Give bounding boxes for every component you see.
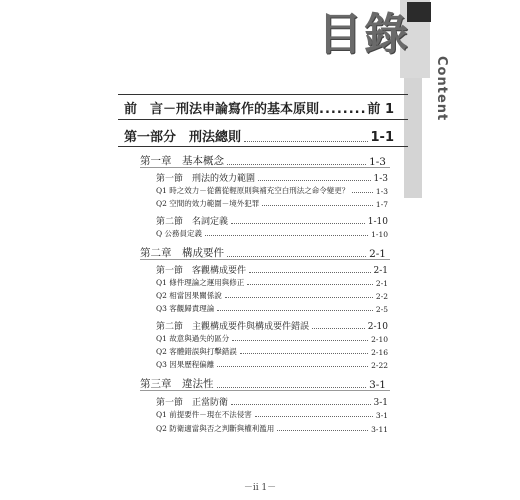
toc-question[interactable] xyxy=(156,346,388,357)
toc-page: 3-1 xyxy=(369,379,386,391)
chapter-rule xyxy=(140,390,390,391)
toc-question[interactable] xyxy=(156,303,388,314)
toc-page: 1-3 xyxy=(375,187,388,196)
toc-leader xyxy=(277,430,368,431)
toc-label: Q3 客觀歸責理論 xyxy=(156,304,215,313)
side-vertical-bar xyxy=(404,78,422,198)
toc-leader xyxy=(249,272,370,273)
toc-page: 2-10 xyxy=(367,322,388,332)
toc-leader xyxy=(227,164,366,165)
toc-label: Q1 前提要件－現在不法侵害 xyxy=(156,410,252,419)
toc-leader xyxy=(205,235,368,236)
toc-section[interactable] xyxy=(156,171,388,184)
toc-page: 2-2 xyxy=(375,292,388,301)
toc-label: Q1 故意與過失的區分 xyxy=(156,334,230,343)
toc-question[interactable] xyxy=(156,198,388,209)
toc-page: 1-10 xyxy=(371,230,388,239)
toc-chapter-3[interactable] xyxy=(140,376,386,391)
chapter-rule xyxy=(140,167,390,168)
toc-section[interactable] xyxy=(156,395,388,408)
toc-question[interactable] xyxy=(156,228,388,239)
toc-question[interactable] xyxy=(156,333,388,344)
toc-label: 第三章 違法性 xyxy=(140,378,214,390)
toc-leader xyxy=(217,310,373,311)
toc-question[interactable] xyxy=(156,185,388,196)
toc-label: 第一節 正當防衛 xyxy=(156,398,229,408)
toc-section[interactable] xyxy=(156,319,388,332)
toc-leader xyxy=(319,102,367,117)
toc-page: 2-10 xyxy=(371,335,388,344)
toc-leader xyxy=(240,353,368,354)
toc-leader xyxy=(247,284,373,285)
toc-leader xyxy=(255,416,373,417)
page-subtitle: Content xyxy=(434,56,449,122)
toc-page: 3-1 xyxy=(375,411,388,420)
intro-top-rule xyxy=(118,94,408,95)
toc-label: Q2 防衛適當與否之判斷與權利濫用 xyxy=(156,424,275,433)
toc-leader xyxy=(258,180,370,181)
toc-section[interactable] xyxy=(156,214,388,227)
toc-label: 第一節 客觀構成要件 xyxy=(156,266,247,276)
toc-chapter-1[interactable] xyxy=(140,153,386,168)
toc-label: Q2 空間的效力範圍－境外犯罪 xyxy=(156,199,260,208)
toc-question[interactable] xyxy=(156,423,388,434)
page-number: －ii 1－ xyxy=(243,483,277,493)
toc-label: 第一部分 刑法總則 xyxy=(124,130,242,145)
intro-bottom-rule xyxy=(118,119,408,120)
toc-label: 前 言－刑法申論寫作的基本原則 xyxy=(124,102,320,117)
toc-page: 2-1 xyxy=(369,248,386,260)
toc-page: 2-22 xyxy=(371,361,388,370)
toc-page: 1-3 xyxy=(373,174,388,184)
toc-label: Q1 時之效力－從舊從輕原則與補充空白刑法之命令變更？ xyxy=(156,186,350,195)
toc-leader xyxy=(352,192,373,193)
toc-label: 第二節 主觀構成要件與構成要件錯誤 xyxy=(156,322,310,332)
toc-page: 3-11 xyxy=(371,425,388,434)
toc-label: 第二節 名詞定義 xyxy=(156,217,229,227)
toc-label: Q2 相當因果關係說 xyxy=(156,291,222,300)
toc-intro[interactable] xyxy=(124,98,394,117)
toc-leader xyxy=(225,297,373,298)
toc-page: 3-1 xyxy=(373,398,388,408)
toc-page: 2-1 xyxy=(373,266,388,276)
toc-label: Q2 客體錯誤與打擊錯誤 xyxy=(156,347,237,356)
toc-page: 2-16 xyxy=(371,348,388,357)
toc-leader xyxy=(312,328,365,329)
toc-leader xyxy=(231,223,365,224)
toc-question[interactable] xyxy=(156,359,388,370)
toc-page: 1-3 xyxy=(369,156,386,168)
toc-leader xyxy=(244,141,367,142)
toc-question[interactable] xyxy=(156,290,388,301)
page-title: 目錄 xyxy=(318,9,410,60)
toc-leader xyxy=(217,387,367,388)
toc-page: 1-7 xyxy=(375,200,388,209)
toc-label: 第一章 基本概念 xyxy=(140,155,224,167)
toc-leader xyxy=(231,404,370,405)
toc-question[interactable] xyxy=(156,277,388,288)
toc-label: 第二章 構成要件 xyxy=(140,247,224,259)
toc-page: 2-1 xyxy=(375,279,388,288)
toc-leader xyxy=(227,256,366,257)
toc-page: 1-10 xyxy=(367,217,388,227)
toc-leader xyxy=(262,205,373,206)
toc-leader xyxy=(232,340,368,341)
toc-part1[interactable] xyxy=(124,126,394,145)
toc-page: 前 1 xyxy=(367,102,394,117)
toc-label: 第一節 刑法的效力範圍 xyxy=(156,174,256,184)
chapter-rule xyxy=(140,259,390,260)
toc-section[interactable] xyxy=(156,263,388,276)
toc-page: 2-5 xyxy=(375,305,388,314)
part-bottom-rule xyxy=(118,146,408,147)
toc-label: Q1 條件理論之運用與修正 xyxy=(156,278,245,287)
toc-label: Q 公務員定義 xyxy=(156,229,203,238)
toc-leader xyxy=(217,366,368,367)
toc-label: Q3 因果歷程偏離 xyxy=(156,360,215,369)
toc-page: 1-1 xyxy=(370,130,394,145)
toc-question[interactable] xyxy=(156,409,388,420)
toc-chapter-2[interactable] xyxy=(140,245,386,260)
header-dark-bar xyxy=(407,2,431,22)
